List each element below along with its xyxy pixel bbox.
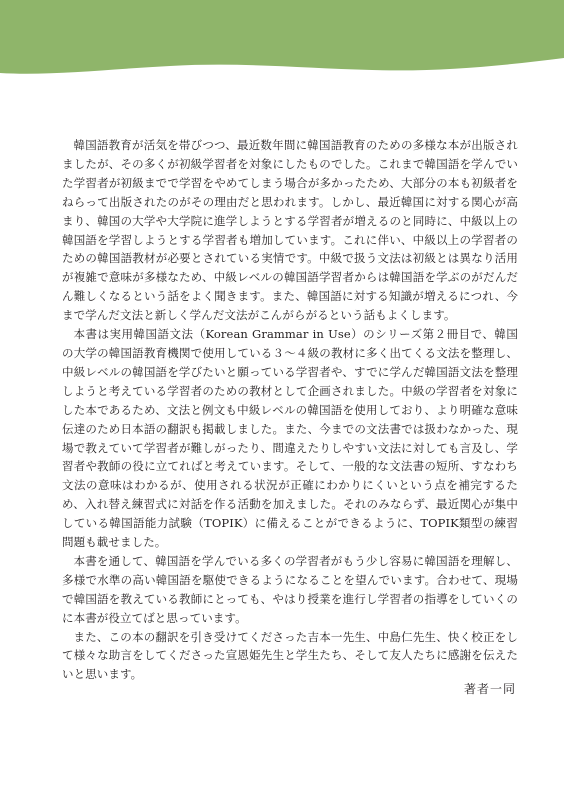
preface-body: [62, 136, 518, 684]
author-signature: 著者一同: [463, 682, 516, 696]
preface-paragraph: 本書は実用韓国語文法（Korean Grammar in Use）のシリーズ第２冊目で、韓国の大学の韓国語教育機関で使用している３～４級の教材に多く出てくる文法を整理し、中級レベルの韓国語を学びたいと願っている学習者や、すでに学んだ韓国語文法を整理しようと考えている学習者のための教材として企画されました。中級の学習者を対象にした本であるため、文法と例文も中級レベルの韓国語を使用しており、より明確な意味伝達のため日本語の翻訳も掲載しました。また、今までの文法書では扱わなかった、現場で教えていて学習者が難しがったり、間違えたりしやすい文法に対しても言及し、学習者や教師の役に立てればと考えています。そして、一般的な文法書の短所、すなわち文法の意味はわかるが、使用される状況が正確にわかりにくいという点を補完するため、入れ替え練習式に対話を作る活動を加えました。それのみならず、最近関心が集中している韓国語能力試験（TOPIK）に備えることができるように、TOPIK類型の練習問題も載せました。: [62, 327, 518, 550]
preface-paragraph: 韓国語教育が活気を帯びつつ、最近数年間に韓国語教育のための多様な本が出版されましたが、その多くが初級学習者を対象にしたものでした。これまで韓国語を学んでいた学習者が初級までで学習をやめてしまう場合が多かったため、大部分の本も初級者をねらって出版されたのがその理由だと思われます。しかし、最近韓国に対する関心が高まり、韓国の大学や大学院に進学しようとする学習者が増えるのと同時に、中級以上の韓国語を学習しようとする学習者も増加しています。これに伴い、中級以上の学習者のための韓国語教材が必要とされている実情です。中級で扱う文法は初級とは異なり活用が複雑で意味が多様なため、中級レベルの韓国語学習者からは韓国語を学ぶのがだんだん難しくなるという話をよく聞きます。また、韓国語に対する知識が増えるにつれ、今まで学んだ文法と新しく学んだ文法がこんがらがるという話もよくします。: [62, 138, 518, 323]
preface-paragraph: また、この本の翻訳を引き受けてくださった吉本一先生、中島仁先生、快く校正をして様々な助言をしてくださった宣恩姫先生と学生たち、そして友人たちに感謝を伝えたいと思います。: [62, 629, 518, 682]
green-wave-banner: [0, 0, 564, 90]
preface-paragraph: 本書を通して、韓国語を学んでいる多くの学習者がもう少し容易に韓国語を理解し、多様で水準の高い韓国語を駆使できるようになることを望んでいます。合わせて、現場で韓国語を教えている教師にとっても、やはり授業を進行し学習者の指導をしていくのに本書が役立てばと思っています。: [62, 553, 518, 625]
header-band: [0, 0, 564, 90]
